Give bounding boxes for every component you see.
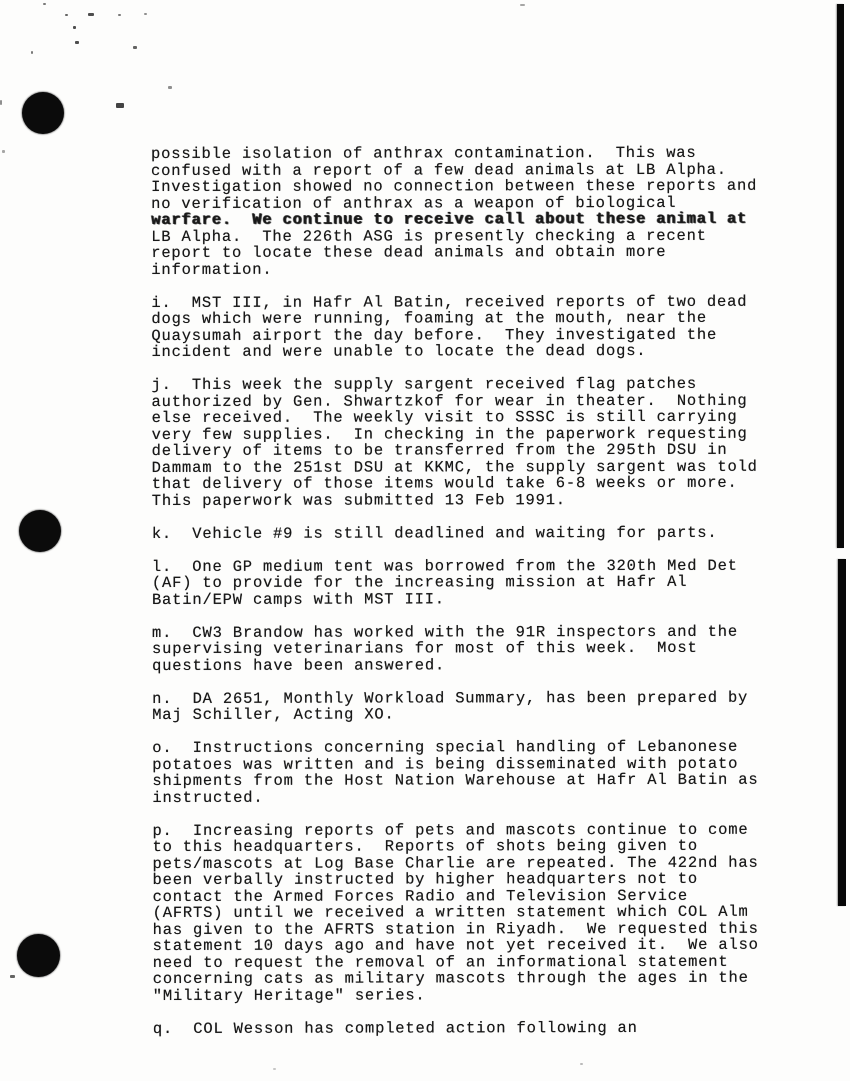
paragraph [153, 1019, 793, 1037]
scan-speck [133, 46, 137, 49]
binding-edge-bar [838, 559, 846, 906]
scan-speck [168, 86, 172, 89]
text-line: incident and were unable to locate the dead dogs. [151, 341, 647, 361]
text-line: LB Alpha. The 226th ASG is presently checking a recent [151, 226, 707, 246]
scan-speck [43, 3, 46, 5]
text-line: statement 10 days ago and have not yet received it. We also [152, 935, 759, 955]
document-text [151, 145, 793, 1037]
paragraph [152, 524, 792, 542]
hole-punch-mark [17, 934, 60, 977]
scan-speck [31, 51, 33, 54]
scan-speck [520, 4, 525, 6]
scan-speck [88, 13, 94, 16]
scan-speck [118, 14, 121, 16]
text-line: confused with a report of a few dead animals at LB Alpha. [151, 160, 727, 180]
text-line: to this headquarters. Reports of shots being given to [152, 836, 698, 856]
paragraph [152, 689, 792, 723]
text-line: "Military Heritage" series. [152, 985, 426, 1005]
text-line: j. This week the supply sargent received flag patches [151, 374, 698, 394]
text-line: possible isolation of anthrax contamination. This was [150, 143, 697, 163]
paragraph [151, 145, 791, 278]
scan-speck [75, 41, 79, 44]
text-line: no verification of anthrax as a weapon of biological [151, 193, 677, 213]
text-line: information. [151, 260, 273, 279]
text-line: o. Instructions concerning special handling of Lebanonese [152, 737, 739, 757]
text-line: potatoes was written and is being disseminated with potato [152, 754, 739, 774]
scan-speck [580, 1063, 583, 1065]
text-line: This paperwork was submitted 13 Feb 1991. [151, 490, 566, 510]
text-line: Batin/EPW camps with MST III. [151, 589, 445, 609]
hole-punch-mark [19, 510, 61, 552]
scan-speck [0, 100, 2, 105]
text-line: authorized by Gen. Shwartzkof for wear in theater. Nothing [151, 391, 748, 411]
scan-speck [2, 150, 5, 153]
text-line: Maj Schiller, Acting XO. [152, 705, 395, 724]
text-line: k. Vehicle #9 is still deadlined and waiting for parts. [151, 523, 718, 543]
paragraph [152, 623, 792, 674]
text-line: that delivery of those items would take 6-8 weeks or more. [151, 473, 738, 493]
text-line: else received. The weekly visit to SSSC is still carrying [151, 407, 738, 427]
text-line: delivery of items to be transferred from the 295th DSU in [151, 440, 728, 460]
text-line: (AFRTS) until we received a written statement which COL Alm [152, 902, 749, 922]
text-line: m. CW3 Brandow has worked with the 91R inspectors and the [152, 622, 738, 642]
text-line: concerning cats as military mascots through the ages in the [152, 968, 749, 988]
text-line: report to locate these dead animals and obtain more [151, 242, 667, 262]
paragraph [152, 739, 792, 806]
text-line: i. MST III, in Hafr Al Batin, received reports of two dead [151, 292, 748, 312]
text-line: q. COL Wesson has completed action following an [152, 1018, 638, 1038]
text-line: Dammam to the 251st DSU at KKMC, the supply sargent was told [151, 457, 758, 477]
scan-speck [144, 13, 147, 15]
hole-punch-mark [22, 92, 64, 134]
text-line: instructed. [152, 788, 264, 807]
text-line: dogs which were running, foaming at the mouth, near the [151, 308, 707, 328]
text-line: questions have been answered. [152, 655, 446, 675]
binding-edge-bar [837, 4, 844, 548]
scan-speck [65, 14, 68, 16]
text-line-overstruck: warfare. We continue to receive call about these animal at [151, 209, 748, 229]
text-line: (AF) to provide for the increasing mission at Hafr Al [151, 572, 688, 592]
text-line: p. Increasing reports of pets and mascots continue to come [152, 820, 749, 840]
text-line: l. One GP medium tent was borrowed from the 320th Med Det [151, 556, 738, 576]
scan-speck [273, 1068, 276, 1070]
scan-speck [73, 26, 76, 29]
text-line: has given to the AFRTS station in Riyadh. We requested this [152, 919, 759, 939]
scan-speck [10, 975, 15, 978]
text-line: need to request the removal of an informational statement [152, 952, 729, 972]
text-line: n. DA 2651, Monthly Workload Summary, has been prepared by [152, 688, 749, 708]
scan-speck [116, 103, 124, 108]
text-line: been verbally instructed by higher headquarters not to [152, 869, 699, 889]
text-line: contact the Armed Forces Radio and Television Service [152, 886, 688, 906]
text-line: Quaysumah airport the day before. They investigated the [151, 325, 718, 345]
paragraph [151, 376, 791, 509]
paragraph [152, 557, 792, 608]
text-line: Investigation showed no connection between these reports and [151, 176, 758, 196]
paragraph [152, 821, 792, 1004]
text-line: pets/mascots at Log Base Charlie are repeated. The 422nd has [152, 853, 759, 873]
paragraph [151, 293, 791, 360]
text-line: very few supplies. In checking in the paperwork requesting [151, 424, 748, 444]
text-line: shipments from the Host Nation Warehouse at Hafr Al Batin as [152, 770, 759, 790]
text-line: supervising veterinarians for most of this week. Most [152, 638, 698, 658]
